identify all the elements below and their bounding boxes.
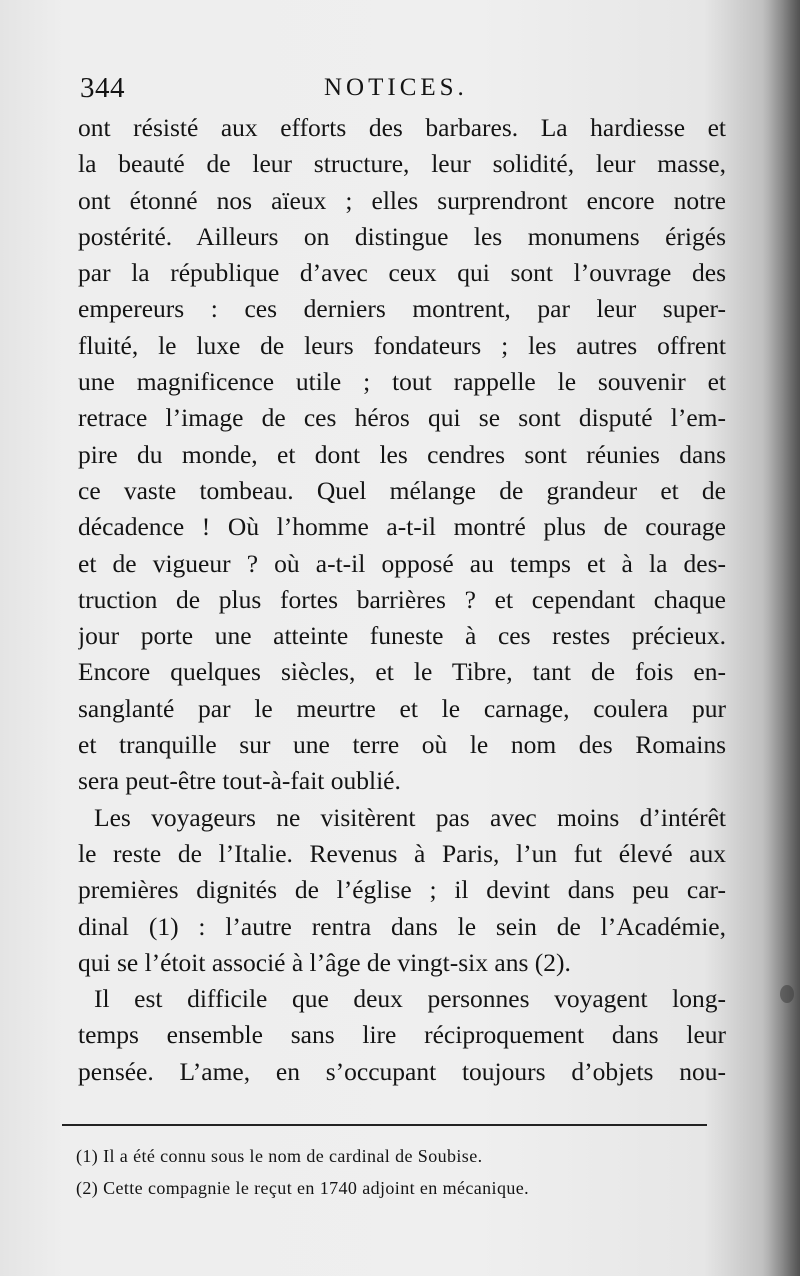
text-line: la beauté de leur structure, leur solidité, leur masse, [78,149,726,179]
text-line: fluité, le luxe de leurs fondateurs ; les autres offrent [78,330,726,360]
text-line: Les voyageurs ne visitèrent pas avec moins d’intérêt [94,802,726,832]
ink-speck [780,985,794,1003]
running-head: NOTICES. [324,74,468,101]
text-line: postérité. Ailleurs on distingue les monumens érigés [78,221,726,251]
text-line: et tranquille sur une terre où le nom des Romains [78,730,726,760]
text-line: Il est difficile que deux personnes voyagent long- [94,984,726,1014]
page-number: 344 [80,72,125,104]
footnote: (2) Cette compagnie le reçut en 1740 adjoint en mécanique. [76,1178,530,1198]
text-line: le reste de l’Italie. Revenus à Paris, l’un fut élevé aux [78,838,726,868]
text-line: pensée. L’ame, en s’occupant toujours d’objets nou- [78,1056,726,1086]
text-line: jour porte une atteinte funeste à ces restes précieux. [78,621,726,651]
text-line: et de vigueur ? où a-t-il opposé au temps et à la des- [78,548,726,578]
text-line: empereurs : ces derniers montrent, par leur super- [78,294,726,324]
text-line: qui se l’étoit associé à l’âge de vingt-six ans (2). [78,947,571,977]
text-line: Encore quelques siècles, et le Tibre, tant de fois en- [78,657,726,687]
text-line: dinal (1) : l’autre rentra dans le sein de l’Académie, [78,911,726,941]
text-line: sera peut-être tout-à-fait oublié. [78,766,401,796]
footnote: (1) Il a été connu sous le nom de cardinal de Soubise. [76,1146,483,1166]
page-edge-shadow [762,0,800,1276]
text-line: temps ensemble sans lire réciproquement dans leur [78,1020,726,1050]
text-line: décadence ! Où l’homme a-t-il montré plus de courage [78,512,726,542]
footnotes [76,1140,716,1204]
footnote-rule [62,1124,707,1126]
text-line: sanglanté par le meurtre et le carnage, coulera pur [78,693,726,723]
text-line: une magnificence utile ; tout rappelle le souvenir et [78,367,726,397]
text-line: ont étonné nos aïeux ; elles surprendront encore notre [78,185,726,215]
text-line: ce vaste tombeau. Quel mélange de grandeur et de [78,475,726,505]
text-line: truction de plus fortes barrières ? et cependant chaque [78,584,726,614]
text-line: par la république d’avec ceux qui sont l’ouvrage des [78,258,726,288]
text-line: premières dignités de l’église ; il devint dans peu car- [78,875,726,905]
text-line: pire du monde, et dont les cendres sont réunies dans [78,439,726,469]
body-text [78,110,726,1090]
page-header [80,72,720,108]
text-line: ont résisté aux efforts des barbares. La hardiesse et [78,113,726,142]
text-line: retrace l’image de ces héros qui se sont disputé l’em- [78,403,726,433]
